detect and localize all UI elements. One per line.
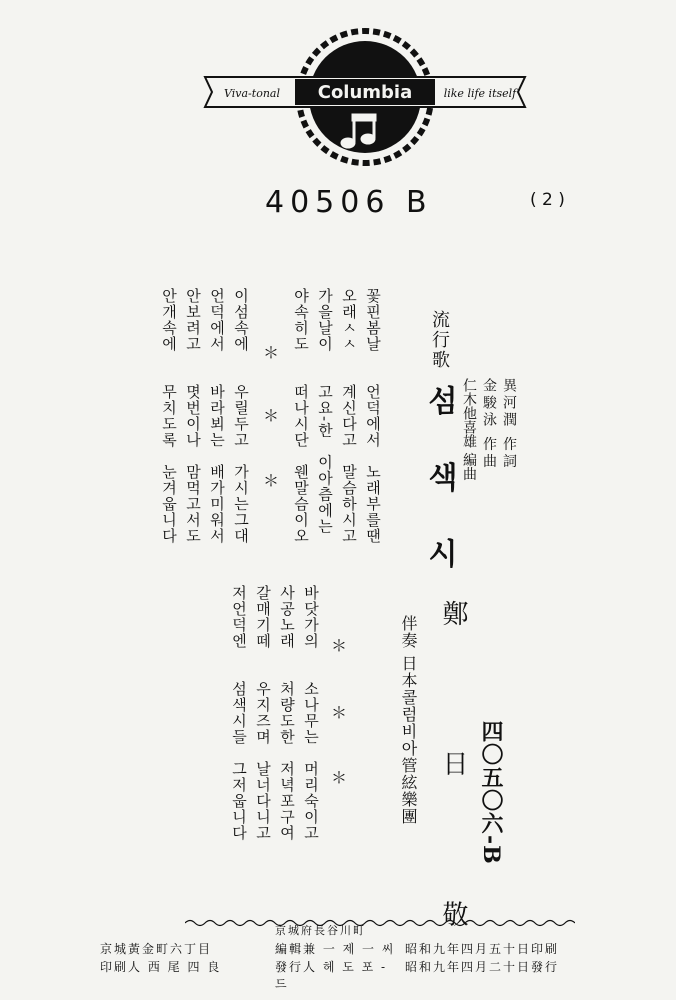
lyric-line: 오래ㅅㅅ 계신다고 말슴하시고 xyxy=(340,288,358,544)
colophon-publisher: 編輯兼 一 제 一 씨 xyxy=(275,942,396,956)
credit-composer: 金駿泳 作曲 xyxy=(481,378,497,471)
lyric-line: 바닷가의 소나무는 머리숙이고 xyxy=(302,585,320,841)
genre-label: 流行歌 xyxy=(429,310,450,370)
logo-brand: Columbia xyxy=(317,82,413,103)
logo-slogan-left: Viva-tonal xyxy=(224,87,280,100)
lyric-line: 언덕에서 바라뵈는 배가미워서 xyxy=(208,288,226,544)
accompaniment-credit: 伴奏 日本콜럼비아管絃樂團 xyxy=(399,615,418,826)
catalog-number: 40506 B xyxy=(265,185,433,220)
lyric-line: 꽃핀봄날 언덕에서 노래부를땐 xyxy=(364,288,382,544)
verse-marker: ＊ xyxy=(263,471,280,490)
credit-lyricist: 異河潤 作詞 xyxy=(501,378,517,471)
colophon-print-date: 昭和九年四月五十日印刷 xyxy=(405,942,560,956)
columbia-logo xyxy=(200,22,530,172)
verse-marker: ＊ xyxy=(263,343,280,362)
catalog-number-vertical: 四〇五〇六-B xyxy=(478,720,504,865)
colophon-publisher-address: 京城府長谷川町 xyxy=(275,924,366,937)
colophon-printer-address: 京城黃金町六丁目 xyxy=(100,942,213,956)
lyric-line: 안보려고 몃번이나 맘먹고서도 xyxy=(184,288,202,544)
lyric-line: 저언덕엔 섬색시들 그저웁니다 xyxy=(230,585,248,841)
lyric-line: 안개속에 무치도록 눈겨웁니다 xyxy=(160,288,178,544)
logo-slogan-right: like life itself xyxy=(443,87,517,100)
lyric-line: 이섬속에 우릴두고 가시는그대 xyxy=(232,288,250,544)
colophon-publisher-name: 發行人 헤 도 포 - 드 xyxy=(275,960,388,991)
lyric-line: 야속히도 떠나시단 웬말슴이오 xyxy=(292,288,310,544)
lyric-line: 가을날이 고요-한 이아츰에는 xyxy=(316,288,334,535)
verse-marker: ＊ xyxy=(263,406,280,425)
verse-marker: ＊ xyxy=(331,768,348,787)
lyric-line: 갈매기떼 우지즈며 날너다니고 xyxy=(254,585,272,841)
singer-name: 鄭 日 敬 xyxy=(438,600,468,985)
page-number: ( 2 ) xyxy=(530,190,565,210)
lyric-line: 사공노래 처량도한 저녁포구여 xyxy=(278,585,296,841)
credit-arranger: 仁木他喜雄 編曲 xyxy=(461,378,477,481)
colophon-printer: 印刷人 西 尾 四 良 xyxy=(100,960,222,974)
song-title: 섬 색 시 xyxy=(422,385,457,586)
verse-marker: ＊ xyxy=(331,636,348,655)
colophon-issue-date: 昭和九年四月二十日發行 xyxy=(405,960,560,974)
verse-marker: ＊ xyxy=(331,703,348,722)
